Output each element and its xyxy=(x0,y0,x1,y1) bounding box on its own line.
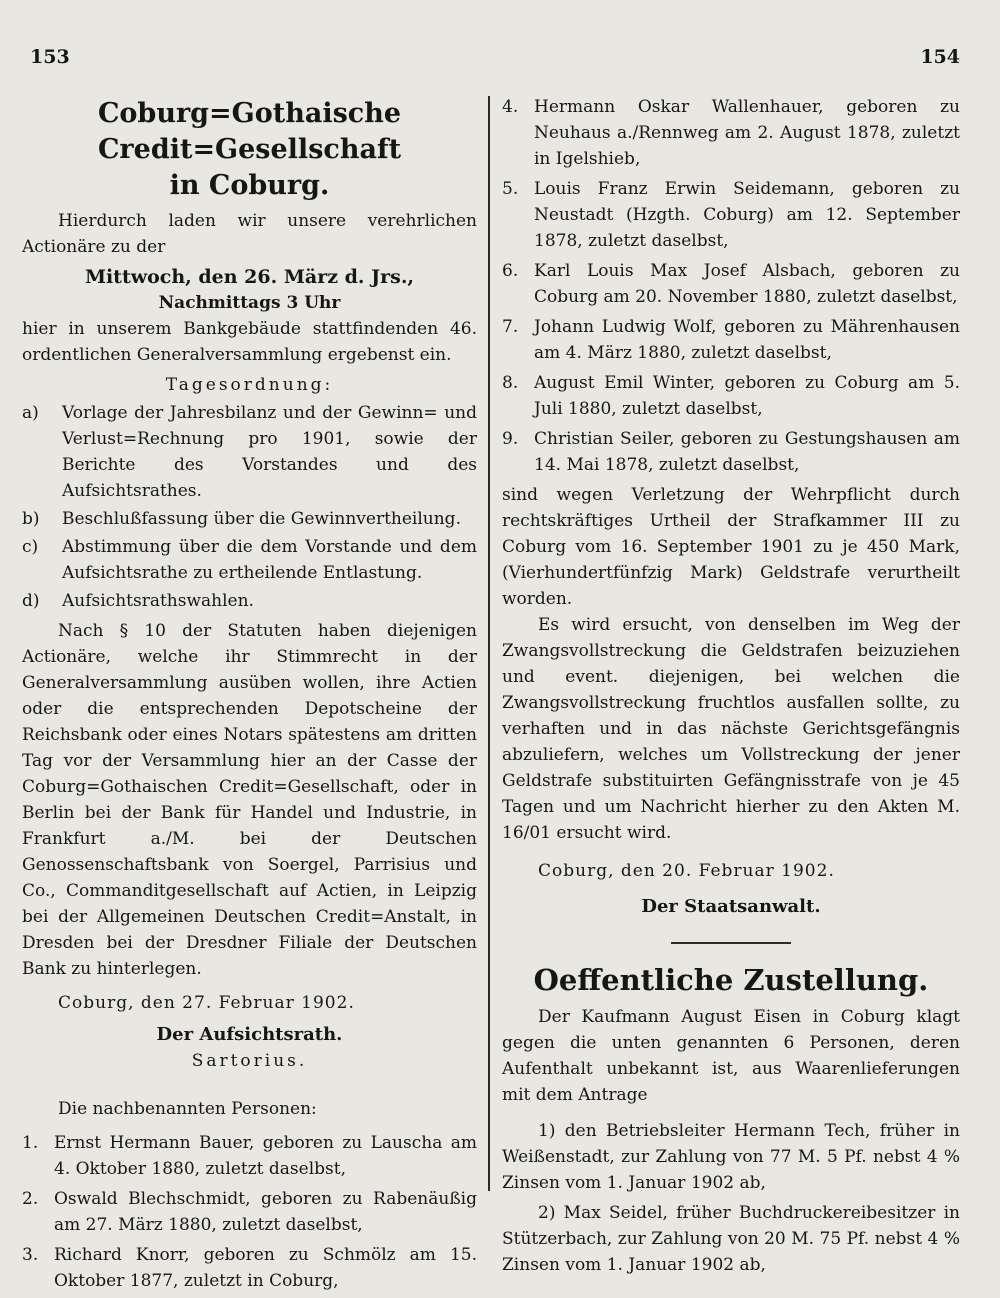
agenda-text: Aufsichtsrathswahlen. xyxy=(62,591,254,611)
request-text: Es wird ersucht, von denselben im Weg der Zwangsvollstreckung die Geldstrafen beizuziehen und event. diejenigen, bei welchen die Zwangsvollstreckung fruchtlos ausfallen sollte, zu verhaften und in das nächste Gerichtsgefängnis abzuliefern, welches um Vollstreckung der jener Geldstrafe substituirten Gefängnisstrafe von je 45 Tagen und um Nachricht hierher zu den Akten M. 16/01 ersucht wird. xyxy=(502,615,960,843)
person-number: 4. xyxy=(502,97,519,117)
person-number: 5. xyxy=(502,179,519,199)
page-number-right: 154 xyxy=(920,46,960,68)
person-entry xyxy=(22,1242,477,1294)
title-line-2: in Coburg. xyxy=(169,170,330,201)
notice-text: Der Kaufmann August Eisen in Coburg klagt gegen die unten genannten 6 Personen, deren Aufenthalt unbekannt ist, aus Waarenlieferungen mit dem Antrage xyxy=(502,1007,960,1105)
person-entry xyxy=(502,426,960,478)
agenda-title: Tagesordnung: xyxy=(165,375,334,395)
person-entry xyxy=(22,1130,477,1182)
person-text: Oswald Blechschmidt, geboren zu Rabenäußig am 27. März 1880, zuletzt daselbst, xyxy=(54,1189,477,1235)
signature-board: Der Aufsichtsrath. xyxy=(156,1024,343,1045)
person-text: August Emil Winter, geboren zu Coburg am 5. Juli 1880, zuletzt daselbst, xyxy=(534,373,960,419)
person-number: 2. xyxy=(22,1189,39,1209)
statute-text: Nach § 10 der Statuten haben diejenigen Actionäre, welche ihr Stimmrecht in der Generalversammlung ausüben wollen, ihre Actien oder die entsprechenden Depotscheine der Reichsbank oder eines Notars spätestens am dritten Tag vor der Versammlung hier an der Casse der Coburg=Gothaischen Credit=Gesellschaft, oder in Berlin bei der Bank für Handel und Industrie, in Frankfurt a./M. bei der Deutschen Genossenschaftsbank von Soergel, Parrisius und Co., Commanditgesellschaft auf Actien, in Leipzig bei der Allgemeinen Deutschen Credit=Anstalt, in Dresden bei der Dresdner Filiale der Deutschen Bank zu hinterlegen. xyxy=(22,621,477,979)
person-number: 9. xyxy=(502,429,519,449)
agenda-text: Vorlage der Jahresbilanz und der Gewinn= und Verlust=Rechnung pro 1901, sowie der Berichte des Vorstandes und des Aufsichtsrathes. xyxy=(62,403,477,501)
person-number: 1. xyxy=(22,1133,39,1153)
person-entry xyxy=(22,1186,477,1238)
column-divider xyxy=(488,96,490,1191)
person-number: 7. xyxy=(502,317,519,337)
person-text: Karl Louis Max Josef Alsbach, geboren zu Coburg am 20. November 1880, zuletzt daselbst, xyxy=(534,261,960,307)
person-text: Louis Franz Erwin Seidemann, geboren zu Neustadt (Hzgth. Coburg) am 12. September 1878, zuletzt daselbst, xyxy=(534,179,960,251)
meeting-text: hier in unserem Bankgebäude stattfindenden 46. ordentlichen Generalversammlung ergebenst ein. xyxy=(22,319,477,365)
claim-text: 1) den Betriebsleiter Hermann Tech, früher in Weißenstadt, zur Zahlung von 77 M. 5 Pf. nebst 4 % Zinsen vom 1. Januar 1902 ab, xyxy=(502,1121,960,1193)
person-number: 3. xyxy=(22,1245,39,1265)
page-number-left: 153 xyxy=(30,46,70,68)
person-text: Hermann Oskar Wallenhauer, geboren zu Neuhaus a./Rennweg am 2. August 1878, zuletzt in Igelshieb, xyxy=(534,97,960,169)
persons-intro: Die nachbenannten Personen: xyxy=(58,1099,317,1119)
verdict-text: sind wegen Verletzung der Wehrpflicht durch rechtskräftiges Urtheil der Strafkammer III zu Coburg vom 16. September 1901 zu je 450 Mark, (Vierhundertfünfzig Mark) Geldstrafe verurtheilt worden. xyxy=(502,485,960,609)
claim-text: 2) Max Seidel, früher Buchdruckereibesitzer in Stützerbach, zur Zahlung von 20 M. 75 Pf. nebst 4 % Zinsen vom 1. Januar 1902 ab, xyxy=(502,1203,960,1275)
person-entry xyxy=(502,370,960,422)
agenda-label: c) xyxy=(22,537,39,557)
agenda-item xyxy=(22,534,477,586)
agenda-text: Beschlußfassung über die Gewinnvertheilung. xyxy=(62,509,461,529)
agenda-item xyxy=(22,506,477,532)
announcement-title xyxy=(22,96,477,204)
person-entry xyxy=(502,314,960,366)
notice-title: Oeffentliche Zustellung. xyxy=(533,963,929,997)
place-date: Coburg, den 27. Februar 1902. xyxy=(58,993,355,1013)
person-entry xyxy=(502,176,960,254)
signature-prosecutor: Der Staatsanwalt. xyxy=(641,896,821,917)
person-number: 6. xyxy=(502,261,519,281)
left-column xyxy=(22,92,477,1298)
person-number: 8. xyxy=(502,373,519,393)
signature-name: Sartorius. xyxy=(191,1051,308,1071)
person-text: Ernst Hermann Bauer, geboren zu Lauscha am 4. Oktober 1880, zuletzt daselbst, xyxy=(54,1133,477,1179)
person-text: Christian Seiler, geboren zu Gestungshausen am 14. Mai 1878, zuletzt daselbst, xyxy=(534,429,960,475)
agenda-text: Abstimmung über die dem Vorstande und dem Aufsichtsrathe zu ertheilende Entlastung. xyxy=(62,537,477,583)
person-text: Johann Ludwig Wolf, geboren zu Mährenhausen am 4. März 1880, zuletzt daselbst, xyxy=(534,317,960,363)
intro-text: Hierdurch laden wir unsere verehrlichen Actionäre zu der xyxy=(22,211,477,257)
person-entry xyxy=(502,258,960,310)
agenda-label: d) xyxy=(22,591,40,611)
meeting-date: Mittwoch, den 26. März d. Jrs., xyxy=(84,266,415,288)
person-entry xyxy=(502,94,960,172)
person-text: Richard Knorr, geboren zu Schmölz am 15. Oktober 1877, zuletzt in Coburg, xyxy=(54,1245,477,1291)
agenda-item xyxy=(22,400,477,504)
agenda-item xyxy=(22,588,477,614)
place-date: Coburg, den 20. Februar 1902. xyxy=(538,861,835,881)
section-rule xyxy=(671,942,791,944)
right-column xyxy=(502,92,960,1278)
agenda-label: a) xyxy=(22,403,39,423)
meeting-time: Nachmittags 3 Uhr xyxy=(158,293,341,313)
title-line-1: Coburg=Gothaische Credit=Gesellschaft xyxy=(97,98,402,165)
agenda-label: b) xyxy=(22,509,40,529)
